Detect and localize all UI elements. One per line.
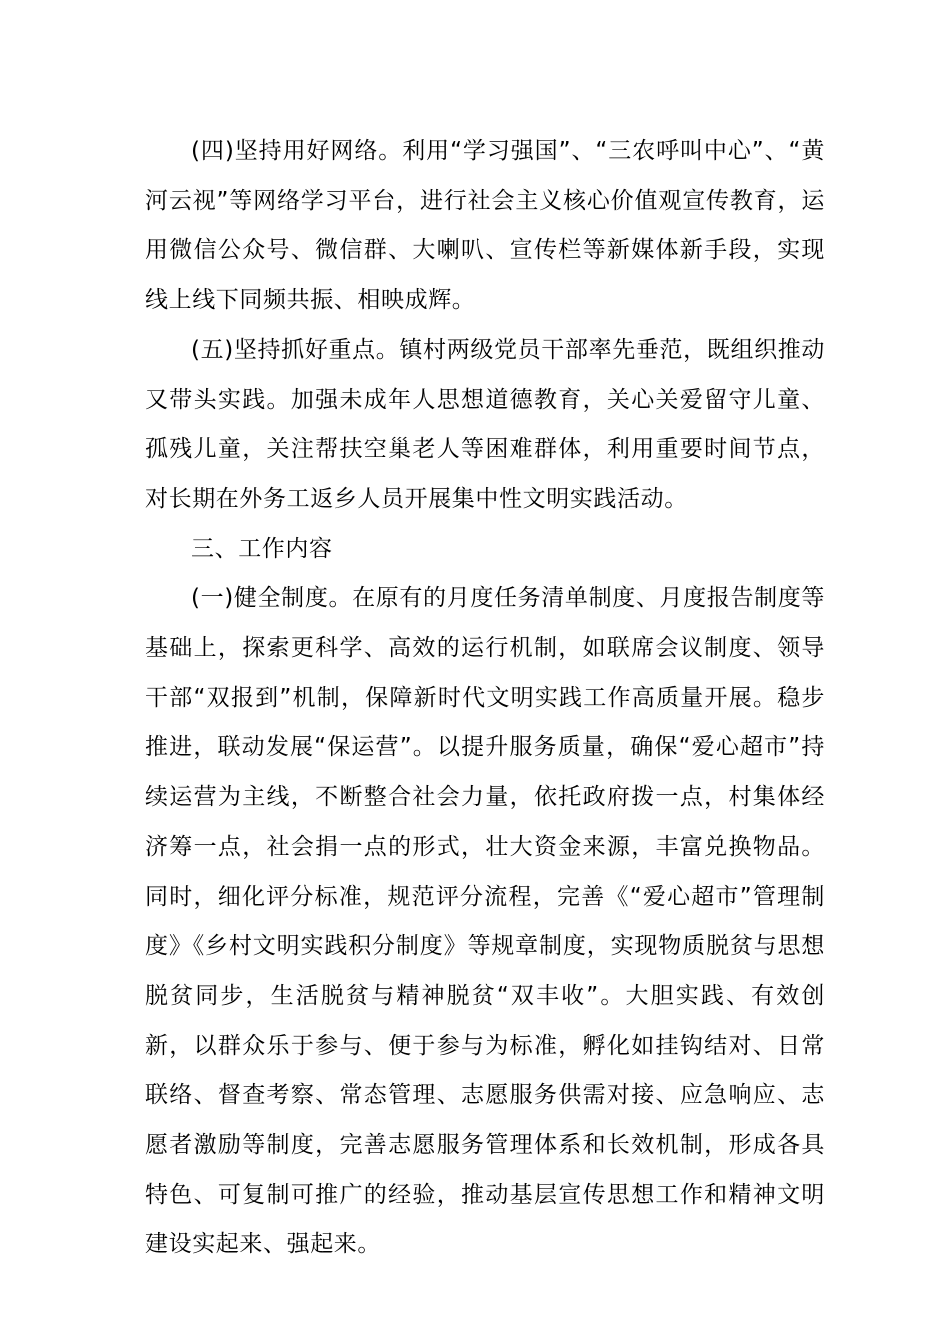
paragraph-system: (一)健全制度。在原有的月度任务清单制度、月度报告制度等基础上，探索更科学、高效的运行机制，如联席会议制度、领导干部“双报到”机制，保障新时代文明实践工作高质量开展。稳步推进，联动发展“保运营”。以提升服务质量，确保“爱心超市”持续运营为主线，不断整合社会力量，依托政府拨一点，村集体经济筹一点，社会捐一点的形式，壮大资金来源，丰富兑换物品。同时，细化评分标准，规范评分流程，完善《“爱心超市”管理制度》《乡村文明实践积分制度》等规章制度，实现物质脱贫与思想脱贫同步，生活脱贫与精神脱贫“双丰收”。大胆实践、有效创新，以群众乐于参与、便于参与为标准，孵化如挂钩结对、日常联络、督查考察、常态管理、志愿服务供需对接、应急响应、志愿者激励等制度，完善志愿服务管理体系和长效机制，形成各具特色、可复制可推广的经验，推动基层宣传思想工作和精神文明建设实起来、强起来。 — [145, 585, 825, 1258]
paragraph-key-points: (五)坚持抓好重点。镇村两级党员干部率先垂范，既组织推动又带头实践。加强未成年人思想道德教育，关心关爱留守儿童、孤残儿童，关注帮扶空巢老人等困难群体，利用重要时间节点，对长期在外务工返乡人员开展集中性文明实践活动。 — [145, 336, 825, 512]
document-body — [145, 127, 825, 1270]
paragraph-network: (四)坚持用好网络。利用“学习强国”、“三农呼叫中心”、“黄河云视”等网络学习平台，进行社会主义核心价值观宣传教育，运用微信公众号、微信群、大喇叭、宣传栏等新媒体新手段，实现线上线下同频共振、相映成辉。 — [145, 138, 825, 314]
section-heading-work-content: 三、工作内容 — [191, 535, 333, 562]
